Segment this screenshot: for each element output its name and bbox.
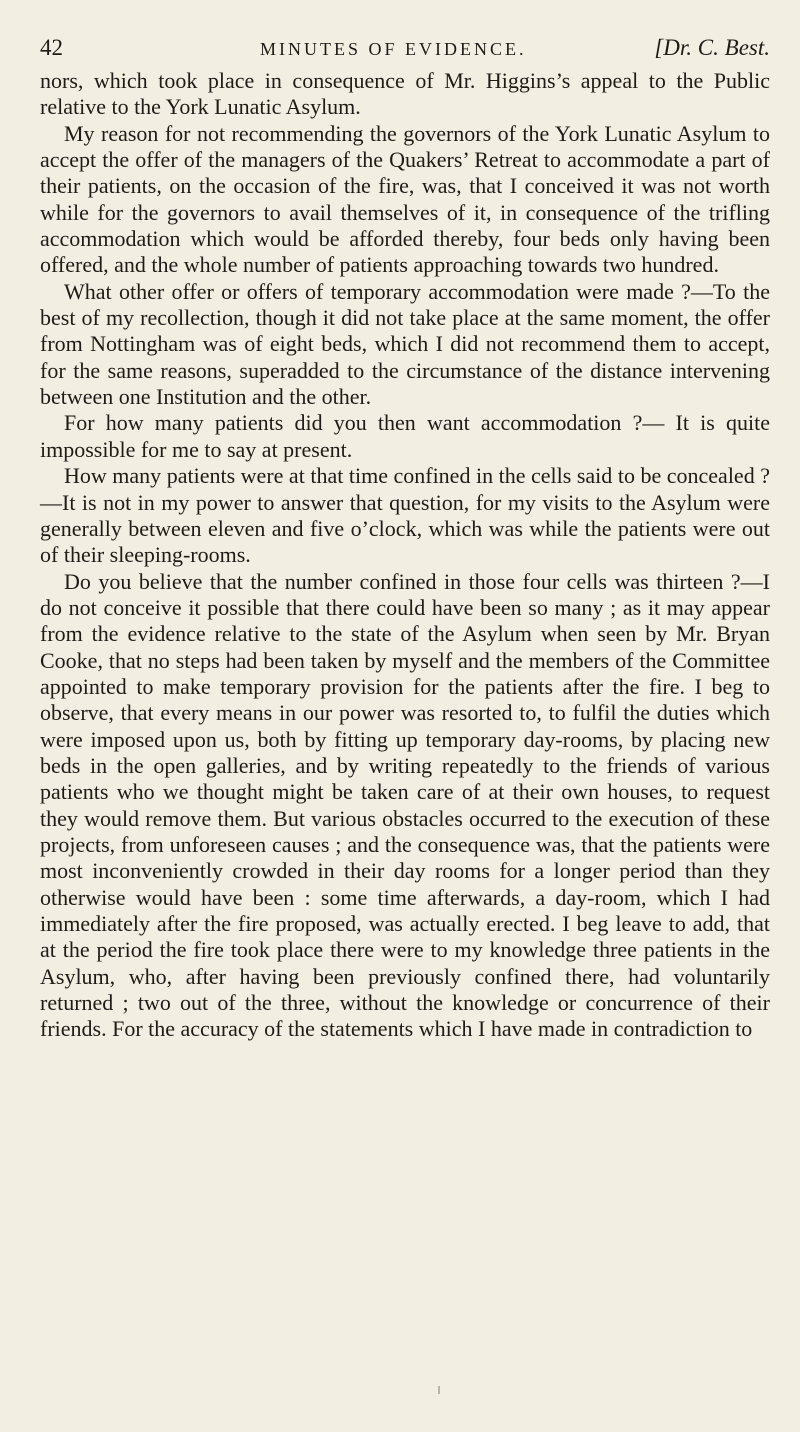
running-head [40, 28, 770, 68]
running-title: MINUTES OF EVIDENCE. [260, 39, 527, 59]
paragraph-continuation: nors, which took place in consequence of Mr. Higgins’s appeal to the Public relative to the York Lunatic Asylum. [40, 68, 770, 120]
witness-heading [654, 28, 770, 68]
body-text [40, 68, 770, 1043]
ink-mark [438, 1386, 440, 1394]
paragraph: For how many patients did you then want accommodation ?— It is quite impossible for me to say at present. [40, 410, 770, 462]
paragraph: Do you believe that the number confined in those four cells was thirteen ?—I do not conceive it possible that there could have been so many ; as it may appear from the evidence relative to the state of the Asylum when seen by Mr. Bryan Cooke, that no steps had been taken by myself and the members of the Committee appointed to make temporary provision for the patients after the fire. I beg to observe, that every means in our power was resorted to, to fulfil the duties which were imposed upon us, both by fitting up temporary day-rooms, by placing new beds in the open galleries, and by writing repeatedly to the friends of various patients who we thought might be taken care of at their own houses, to request they would remove them. But various obstacles occurred to the execution of these projects, from unforeseen causes ; and the consequence was, that the patients were most inconveniently crowded in their day rooms for a longer period than they otherwise would have been : some time afterwards, a day-room, which I had immediately after the fire proposed, was actually erected. I beg leave to add, that at the period the fire took place there were to my knowledge three patients in the Asylum, who, after having been previously confined there, had voluntarily returned ; two out of the three, without the knowledge or concurrence of their friends. For the accuracy of the statements which I have made in contradiction to [40, 568, 770, 1042]
paragraph: How many patients were at that time confined in the cells said to be concealed ?—It is not in my power to answer that question, for my visits to the Asylum were generally between eleven and five o’clock, which was while the patients were out of their sleeping-rooms. [40, 463, 770, 568]
witness-bracket: [ [654, 35, 664, 60]
witness-name: Dr. C. Best. [663, 35, 770, 60]
paragraph: What other offer or offers of temporary accommodation were made ?—To the best of my recollection, though it did not take place at the same moment, the offer from Nottingham was of eight beds, which I did not recommend them to accept, for the same reasons, superadded to the circumstance of the distance intervening between one Institution and the other. [40, 278, 770, 410]
paragraph: My reason for not recommending the governors of the York Lunatic Asylum to accept the offer of the managers of the Quakers’ Retreat to accommodate a part of their patients, on the occasion of the fire, was, that I conceived it was not worth while for the governors to avail themselves of it, in consequence of the trifling accommodation which would be afforded thereby, four beds only having been offered, and the whole number of patients approaching towards two hundred. [40, 120, 770, 278]
page-number: 42 [40, 35, 63, 60]
